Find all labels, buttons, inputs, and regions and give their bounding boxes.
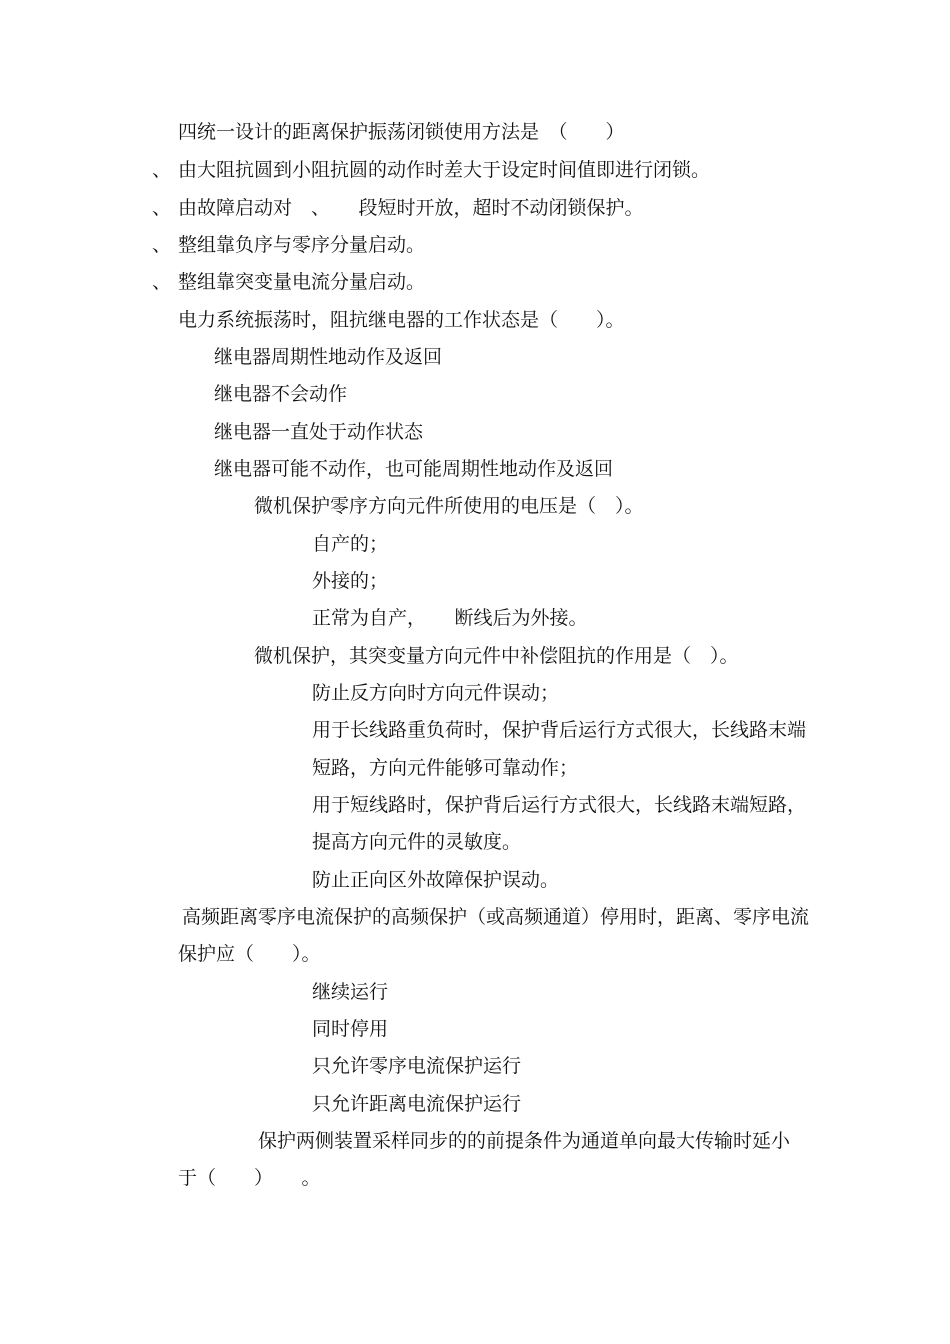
question-5-stem-line-1: 高频距离零序电流保护的高频保护（或高频通道）停用时，距离、零序电流	[182, 906, 810, 928]
bullet-mark: 、	[152, 159, 172, 181]
bullet-mark: 、	[152, 271, 172, 293]
question-5-option-4: 只允许距离电流保护运行	[312, 1093, 522, 1115]
bullet-mark: 、	[152, 234, 172, 256]
question-5-stem-line-2: 保护应（ ）。	[178, 943, 321, 965]
question-5-option-1: 继续运行	[312, 981, 389, 1003]
question-4-stem: 微机保护，其突变量方向元件中补偿阻抗的作用是（ ）。	[254, 645, 739, 667]
question-3-stem: 微机保护零序方向元件所使用的电压是（ ）。	[254, 495, 644, 517]
question-2-option-2: 继电器不会动作	[214, 383, 348, 405]
question-5-option-2: 同时停用	[312, 1018, 389, 1040]
question-4-option-3-line-2: 提高方向元件的灵敏度。	[312, 831, 522, 853]
bullet-mark: 、	[152, 197, 172, 219]
question-1-option-3: 整组靠负序与零序分量启动。	[178, 234, 426, 256]
question-2-option-3: 继电器一直处于动作状态	[214, 421, 424, 443]
question-1-option-2: 由故障启动对 、 段短时开放，超时不动闭锁保护。	[178, 197, 644, 219]
question-4-option-4: 防止正向区外故障保护误动。	[312, 869, 560, 891]
question-2-option-4: 继电器可能不动作，也可能周期性地动作及返回	[214, 458, 614, 480]
question-4-option-1: 防止反方向时方向元件误动；	[312, 682, 560, 704]
question-6-stem-line-1: 保护两侧装置采样同步的的前提条件为通道单向最大传输时延小	[258, 1130, 791, 1152]
question-1-option-4: 整组靠突变量电流分量启动。	[178, 271, 426, 293]
question-5-option-3: 只允许零序电流保护运行	[312, 1055, 522, 1077]
question-2-option-1: 继电器周期性地动作及返回	[214, 346, 443, 368]
question-3-option-2: 外接的；	[312, 570, 389, 592]
question-1-stem: 四统一设计的距离保护振荡闭锁使用方法是 （ ）	[178, 121, 625, 143]
question-3-option-1: 自产的；	[312, 533, 389, 555]
question-4-option-2-line-2: 短路，方向元件能够可靠动作；	[312, 757, 579, 779]
question-4-option-2-line-1: 用于长线路重负荷时，保护背后运行方式很大，长线路末端	[312, 719, 807, 741]
question-1-option-1: 由大阻抗圆到小阻抗圆的动作时差大于设定时间值即进行闭锁。	[178, 159, 711, 181]
question-4-option-3-line-1: 用于短线路时，保护背后运行方式很大，长线路末端短路，	[312, 794, 807, 816]
question-3-option-3: 正常为自产， 断线后为外接。	[312, 607, 588, 629]
question-2-stem: 电力系统振荡时，阻抗继电器的工作状态是（ ）。	[178, 309, 625, 331]
question-6-stem-line-2: 于（ ） 。	[178, 1167, 321, 1189]
